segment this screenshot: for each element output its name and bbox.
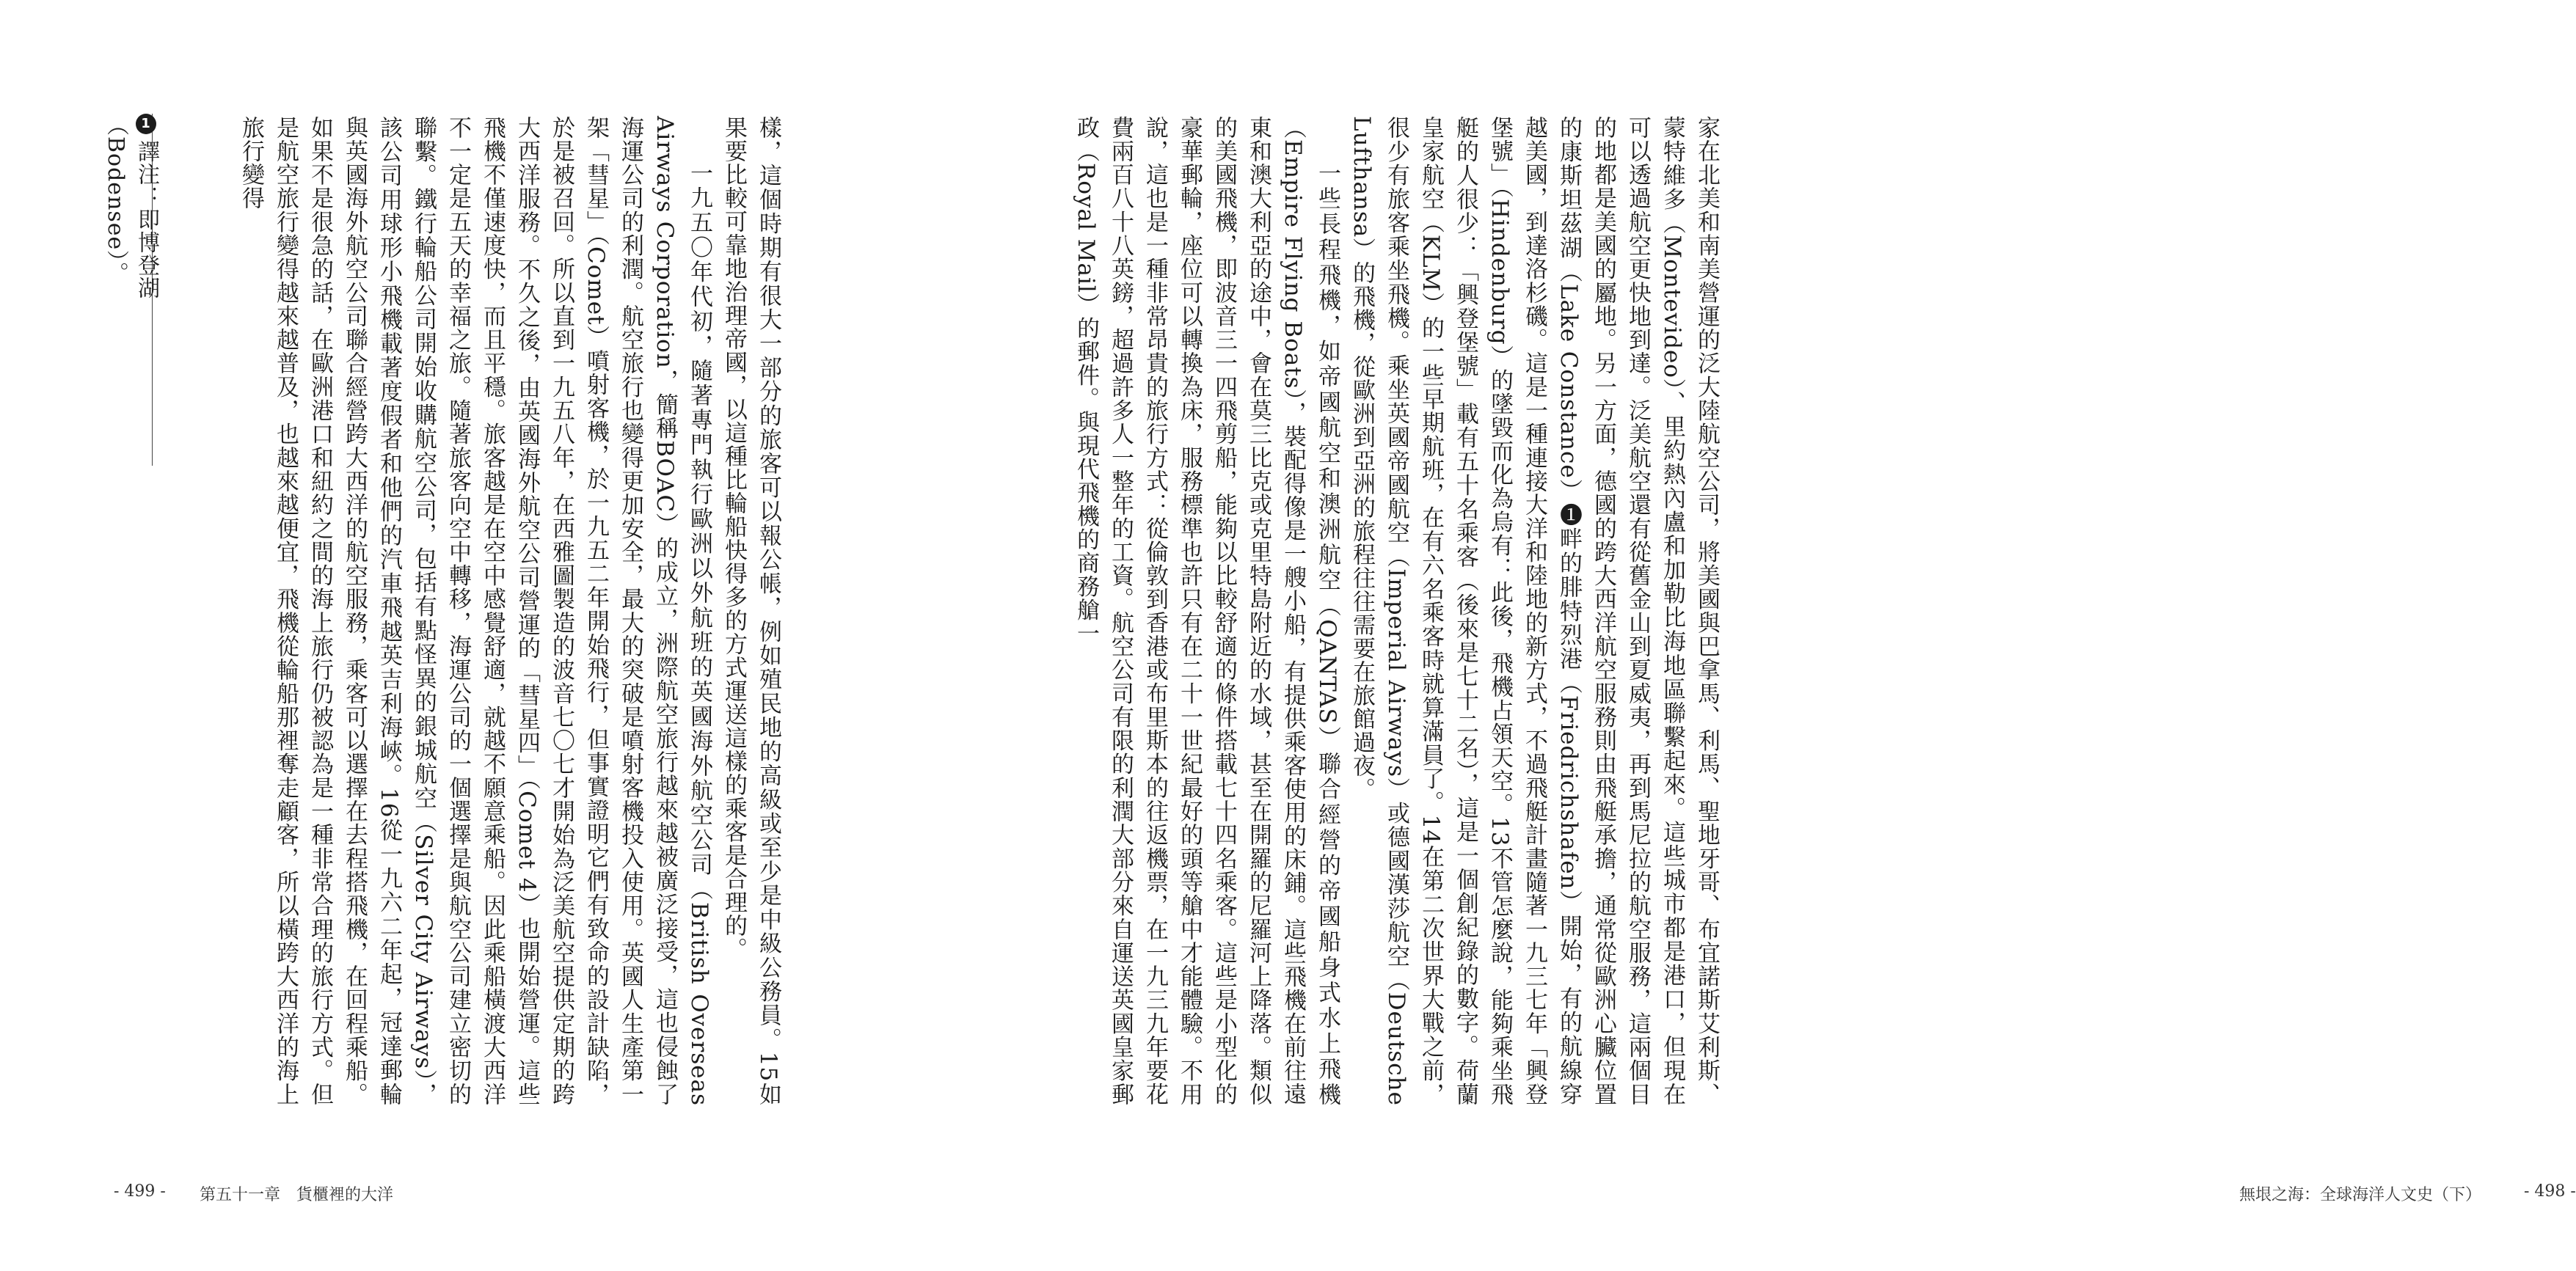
- left-paragraph-2: 一九五〇年代初，隨著專門執行歐洲以外航班的英國海外航空公司（British Overseas Airways Corporation，簡稱BOAC）的成立，洲際航空旅行越來越被廣泛接受，這也侵蝕了海運公司的利潤。航空旅行也變得更加安全，最大的突破是噴射客機投入使用。英國人生產第一架「彗星」（Comet）噴射客機，於一九五二年開始飛行，但事實證明它們有致命的設計缺陷，於是被召回。所以直到一九五八年，在西雅圖製造的波音七〇七才開始為泛美航空提供定期的跨大西洋服務。不久之後，由英國海外航空公司營運的「彗星四」（Comet 4）也開始營運。這些飛機不僅速度快，而且平穩。旅客越是在空中感覺舒適，就越不願意乘船。因此乘船橫渡大西洋不一定是五天的幸福之旅。隨著旅客向空中轉移，海運公司的一個選擇是與航空公司建立密切的聯繫。鐵行輪船公司開始收購航空公司，包括有點怪異的銀城航空（Silver City Airways），該公司用球形小飛機載著度假者和他們的汽車飛越英吉利海峽。16從一九六二年起，冠達郵輪與英國海外航空公司聯合經營跨大西洋的航空服務，乘客可以選擇在去程搭飛機，在回程乘船。如果不是很急的話，在歐洲港口和紐約之間的海上旅行仍被認為是一種非常合理的旅行方式。但是航空旅行變得越來越普及，也越來越便宜，飛機從輪船那裡奪走顧客，所以橫跨大西洋的海上旅行變得: [238, 116, 712, 1106]
- page-number-right: - 498 -: [2524, 1182, 2576, 1201]
- running-head-book-title: 無垠之海：全球海洋人文史（下）: [2239, 1186, 2482, 1204]
- left-page: [0, 0, 895, 1271]
- left-paragraph-1: 樣，這個時期有很大一部分的旅客可以報公帳，例如殖民地的高級或至少是中級公務員。15如果要比較可靠地治理帝國，以這種比輪船快得多的方式運送這樣的乘客是合理的。: [720, 116, 781, 1106]
- footnote: [103, 114, 161, 466]
- right-page: [895, 0, 2576, 1271]
- left-page-body: [103, 116, 785, 1106]
- footnote-text: 譯注：即博登湖（Bodensee）。: [103, 114, 159, 299]
- running-head-chapter-title: 第五十一章 貨櫃裡的大洋: [200, 1186, 394, 1204]
- footnote-marker: 1: [136, 114, 156, 134]
- page-number-left: - 499 -: [114, 1182, 166, 1201]
- right-paragraph-2: 一些長程飛機，如帝國航空和澳洲航空（QANTAS）聯合經營的帝國船身式水上飛機（Empire Flying Boats），裝配得像是一艘小船，有提供乘客使用的床鋪。這些飛機在前往遠東和澳大利亞的途中，會在莫三比克或克里特島附近的水域，甚至在開羅的尼羅河上降落。類似的美國飛機，即波音三一四飛剪船，能夠以比較舒適的條件搭載七十四名乘客。這些是小型化的豪華郵輪，座位可以轉換為床，服務標準也許只有在二十一世紀最好的頭等艙中才能體驗。不用說，這也是一種非常昂貴的旅行方式：從倫敦到香港或布里斯本的往返機票，在一九三九年要花費兩百八十八英鎊，超過許多人一整年的工資。航空公司有限的利潤大部分來自運送英國皇家郵政（Royal Mail）的郵件。與現代飛機的商務艙一: [1073, 116, 1340, 1106]
- right-page-body: [982, 116, 1723, 1106]
- right-paragraph-1: 家在北美和南美營運的泛大陸航空公司，將美國與巴拿馬、利馬、聖地牙哥、布宜諾斯艾利斯、蒙特維多（Montevideo）、里約熱內盧和加勒比海地區聯繫起來。這些城市都是港口，但現在可以透過航空更快地到達。泛美航空還有從舊金山到夏威夷，再到馬尼拉的航空服務，這兩個目的地都是美國的屬地。另一方面，德國的跨大西洋航空服務則由飛艇承擔，通常從歐洲心臟位置的康斯坦茲湖（Lake Constance）❶畔的腓特烈港（Friedrichshafen）開始，有的航線穿越美國，到達洛杉磯。這是一種連接大洋和陸地的新方式，不過飛艇計畫隨著一九三七年「興登堡號」（Hindenburg）的墜毀而化為烏有：此後，飛機占領天空。13不管怎麼說，能夠乘坐飛艇的人很少：「興登堡號」載有五十名乘客（後來是七十二名），這是一個創紀錄的數字。荷蘭皇家航空（KLM）的一些早期航班，在有六名乘客時就算滿員了。14在第二次世界大戰之前，很少有旅客乘坐飛機。乘坐英國帝國航空（Imperial Airways）或德國漢莎航空（Deutsche Lufthansa）的飛機，從歐洲到亞洲的旅程往往需要在旅館過夜。: [1349, 116, 1720, 1106]
